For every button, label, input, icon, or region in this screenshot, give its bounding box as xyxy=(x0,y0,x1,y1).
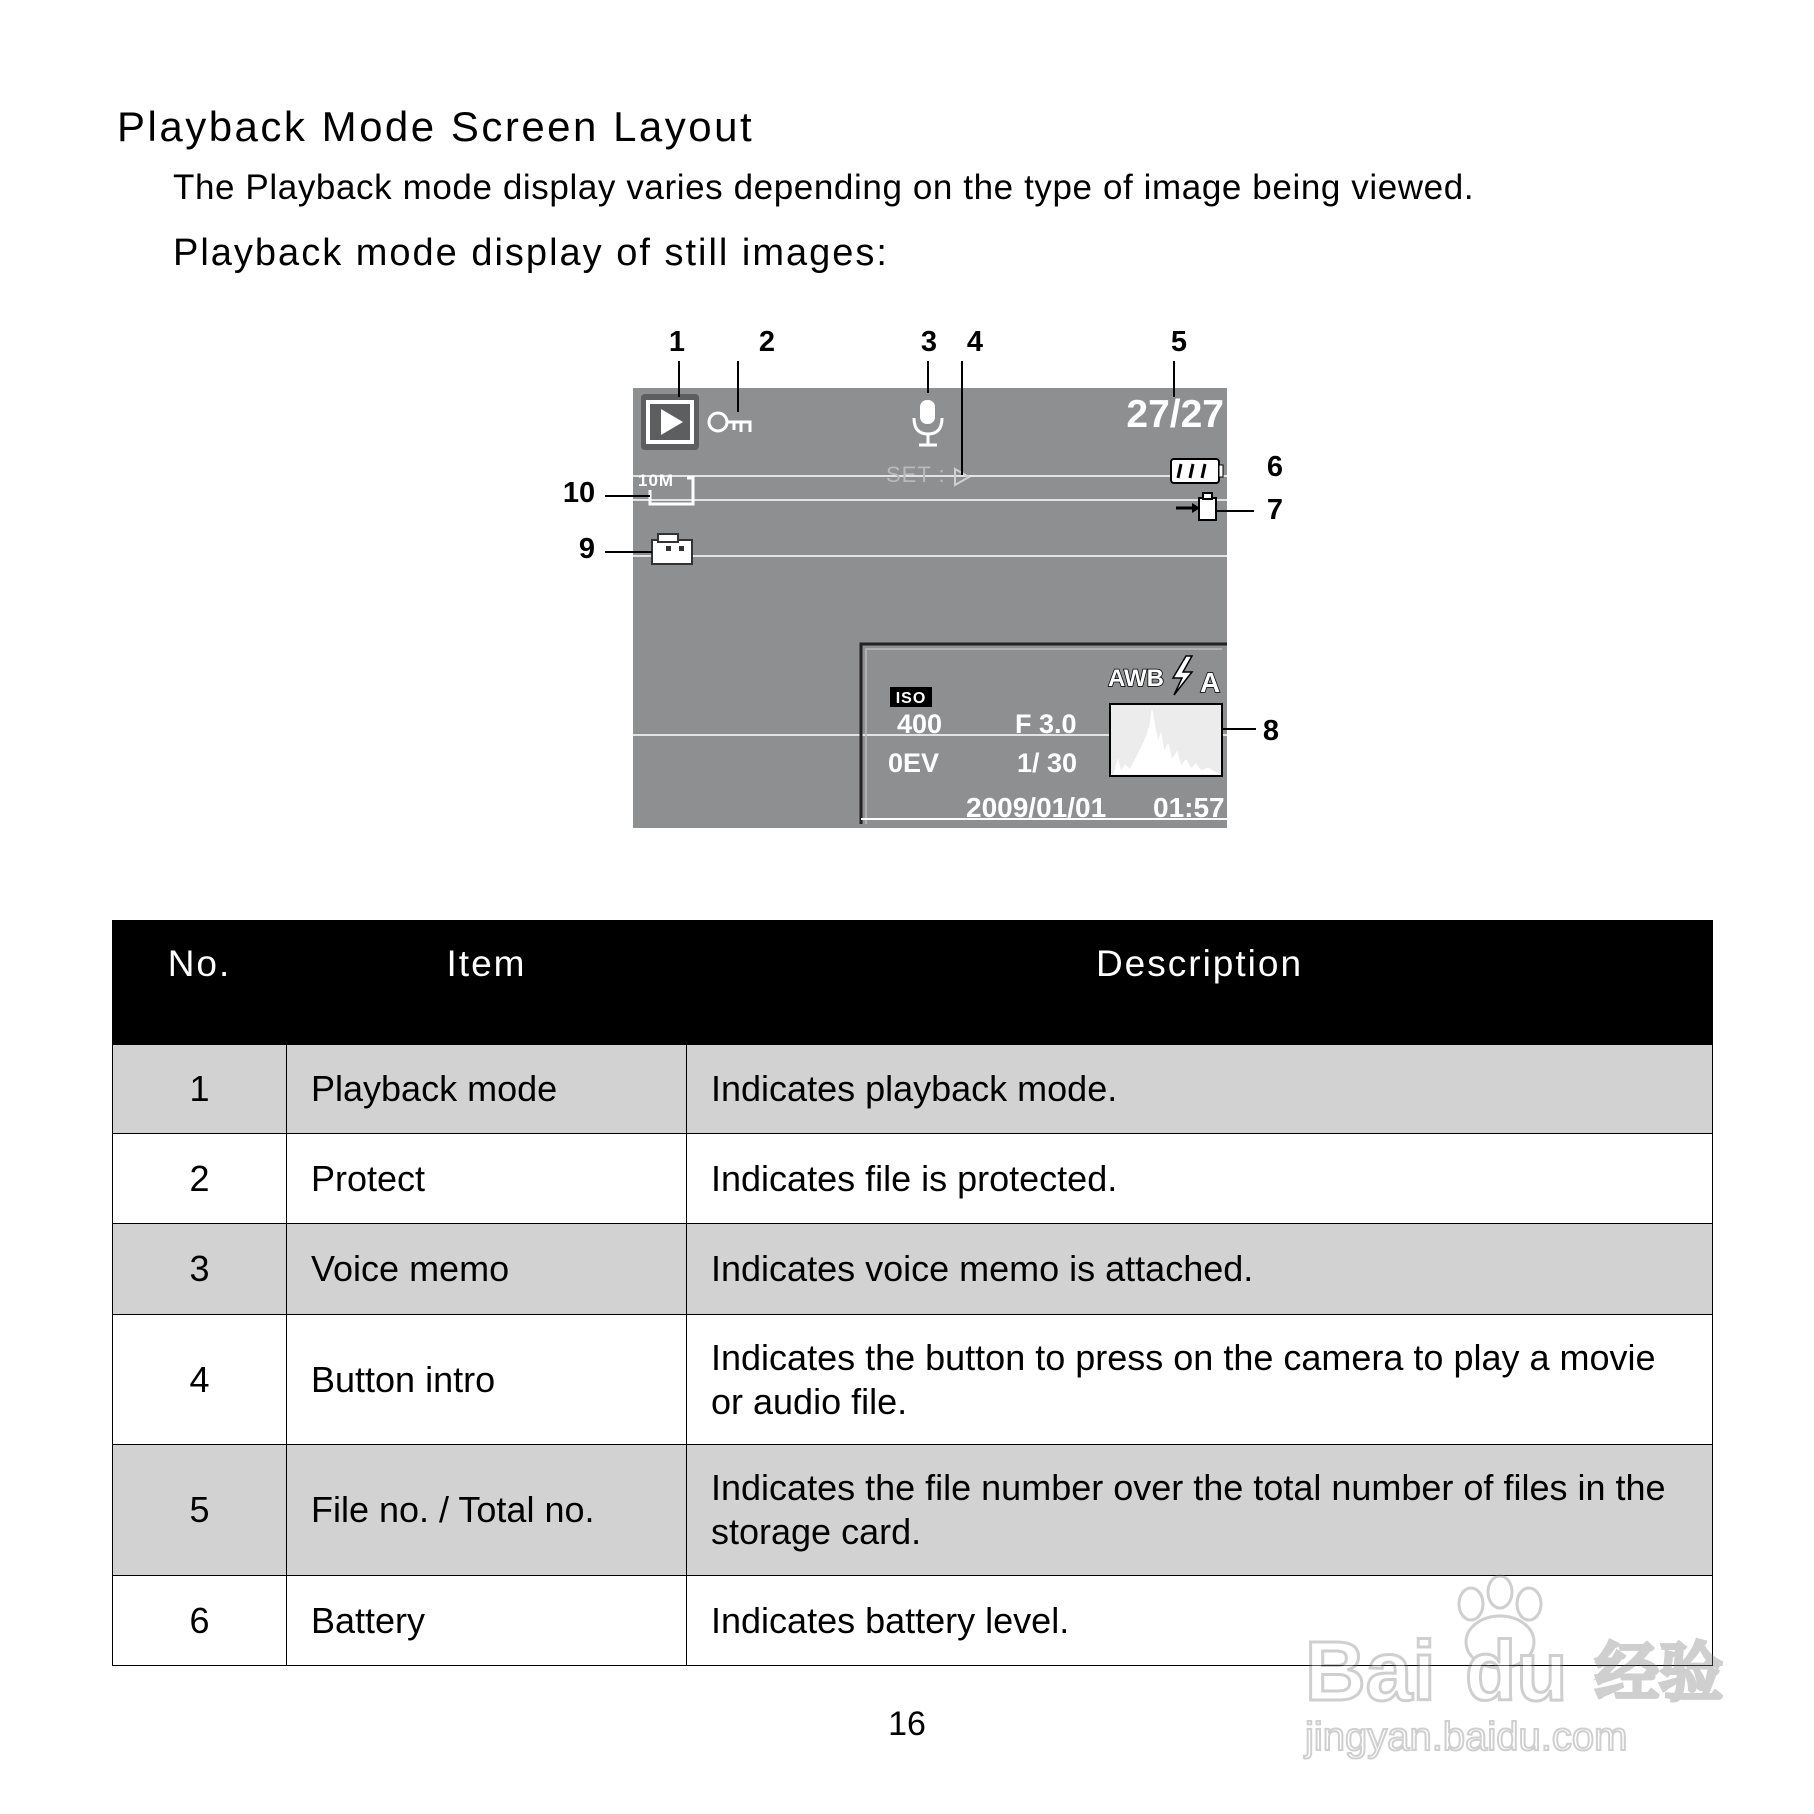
file-counter: 27/27 xyxy=(1126,393,1224,436)
callout-7: 7 xyxy=(1266,494,1284,526)
set-hint: SET : xyxy=(886,462,946,487)
page-heading: Playback Mode Screen Layout xyxy=(117,103,755,150)
capture-time: 01:57 xyxy=(1153,792,1225,823)
row-no: 1 xyxy=(113,1045,287,1134)
row-no: 6 xyxy=(113,1576,287,1666)
callout-4: 4 xyxy=(966,326,984,358)
row-no: 2 xyxy=(113,1134,287,1224)
row-item: Battery xyxy=(287,1576,687,1666)
row-item: Protect xyxy=(287,1134,687,1224)
playback-screen-diagram xyxy=(0,0,1814,900)
callout-10: 10 xyxy=(562,477,596,509)
play-mode-icon xyxy=(641,394,699,450)
aperture-value: F 3.0 xyxy=(1015,709,1077,739)
table-row xyxy=(113,1445,1713,1576)
row-no: 5 xyxy=(113,1445,287,1576)
callout-5: 5 xyxy=(1170,326,1188,358)
iso-value: 400 xyxy=(897,709,943,739)
row-description: Indicates playback mode. xyxy=(687,1045,1713,1134)
callout-2: 2 xyxy=(758,326,776,358)
table-row xyxy=(113,1224,1713,1315)
row-description: Indicates the button to press on the camera to play a movie or audio file. xyxy=(687,1315,1713,1445)
header-description: Description xyxy=(687,921,1713,1045)
histogram xyxy=(1110,704,1222,776)
row-no: 4 xyxy=(113,1315,287,1445)
svg-text:Bai: Bai xyxy=(1305,1624,1436,1718)
white-balance-label: AWB xyxy=(1108,665,1164,692)
table-header-row xyxy=(113,921,1713,1045)
header-no: No. xyxy=(113,921,287,1045)
row-description: Indicates battery level. xyxy=(687,1576,1713,1666)
row-no: 3 xyxy=(113,1224,287,1315)
callout-1: 1 xyxy=(668,326,686,358)
svg-text:经验: 经验 xyxy=(1595,1637,1723,1711)
row-item: Voice memo xyxy=(287,1224,687,1315)
baidu-watermark-logo xyxy=(1295,1560,1735,1760)
table-row xyxy=(113,1045,1713,1134)
svg-text:du: du xyxy=(1465,1624,1568,1718)
row-description: Indicates the file number over the total number of files in the storage card. xyxy=(687,1445,1713,1576)
shutter-speed: 1/ 30 xyxy=(1017,748,1078,778)
header-item: Item xyxy=(287,921,687,1045)
row-item: File no. / Total no. xyxy=(287,1445,687,1576)
callout-6: 6 xyxy=(1266,451,1284,483)
table-row xyxy=(113,1134,1713,1224)
intro-text: The Playback mode display varies depending on the type of image being viewed. xyxy=(173,168,1475,207)
capture-date: 2009/01/01 xyxy=(966,792,1107,823)
table-row xyxy=(113,1315,1713,1445)
svg-text:10M: 10M xyxy=(638,471,675,490)
battery-icon xyxy=(1171,459,1223,483)
section-subheading: Playback mode display of still images: xyxy=(173,232,889,274)
svg-text:jingyan.baidu.com: jingyan.baidu.com xyxy=(1305,1715,1628,1759)
page-number: 16 xyxy=(888,1705,926,1743)
svg-text:A: A xyxy=(1200,667,1221,698)
row-item: Playback mode xyxy=(287,1045,687,1134)
callout-8: 8 xyxy=(1262,715,1280,747)
items-table xyxy=(112,920,1713,1666)
callout-9: 9 xyxy=(578,533,596,565)
callout-3: 3 xyxy=(920,326,938,358)
row-description: Indicates file is protected. xyxy=(687,1134,1713,1224)
row-description: Indicates voice memo is attached. xyxy=(687,1224,1713,1315)
row-item: Button intro xyxy=(287,1315,687,1445)
iso-label: ISO xyxy=(895,690,927,707)
exposure-compensation: 0EV xyxy=(888,748,940,778)
